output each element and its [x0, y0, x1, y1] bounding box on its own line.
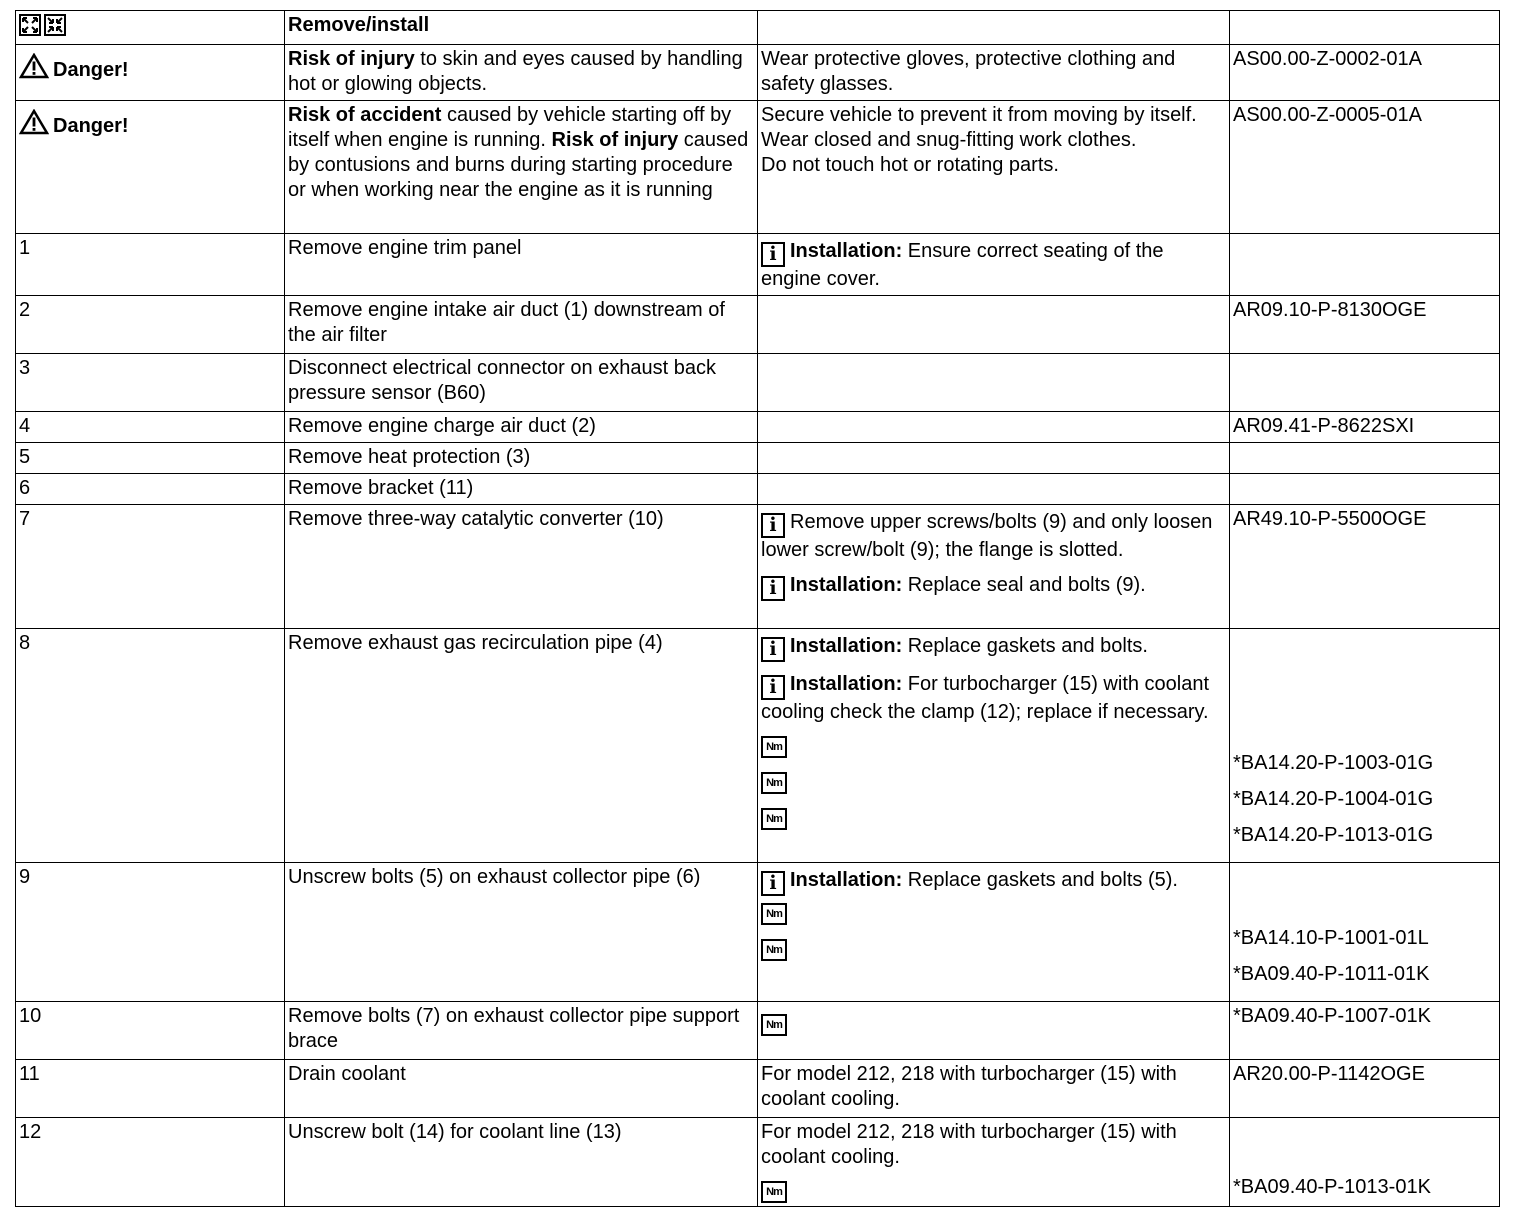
- step-number: 4: [16, 412, 285, 443]
- torque-row: [761, 932, 1226, 968]
- step-description: Remove bracket (11): [285, 474, 758, 505]
- info-icon: i: [761, 637, 785, 662]
- document-reference[interactable]: *BA14.10-P-1001-01L: [1233, 927, 1429, 949]
- step-description: Remove exhaust gas recirculation pipe (4): [285, 629, 758, 863]
- document-reference-cell: [1230, 863, 1500, 1002]
- risk-text: to skin and eyes caused by handling hot or glowing objects.: [288, 48, 743, 95]
- step-note: [758, 443, 1230, 474]
- step-number: 3: [16, 354, 285, 412]
- step-number: 1: [16, 234, 285, 296]
- step-description: Remove bolts (7) on exhaust collector pipe support brace: [285, 1002, 758, 1060]
- table-row: [16, 505, 1500, 629]
- expand-icon[interactable]: [19, 14, 41, 36]
- step-number: 8: [16, 629, 285, 863]
- risk-text: caused by contusions and burns during starting procedure or when working near the engine as it is running: [288, 129, 749, 201]
- table-row: [16, 354, 1500, 412]
- note-text: Ensure correct seating of the engine cover.: [761, 240, 1164, 290]
- table-row: [16, 1060, 1500, 1118]
- step-description: Remove engine intake air duct (1) downstream of the air filter: [285, 296, 758, 354]
- step-note: [758, 101, 1230, 234]
- step-note: [758, 234, 1230, 296]
- step-description: [285, 45, 758, 101]
- note-line: [761, 573, 1226, 601]
- note-line: [761, 672, 1226, 725]
- danger-label: Danger!: [53, 59, 129, 81]
- step-number: 2: [16, 296, 285, 354]
- risk-label: Risk of injury: [551, 129, 679, 151]
- table-row: [16, 629, 1500, 863]
- document-reference[interactable]: AS00.00-Z-0005-01A: [1230, 101, 1500, 234]
- installation-label: Installation:: [790, 574, 903, 596]
- step-number: 6: [16, 474, 285, 505]
- step-note: [758, 296, 1230, 354]
- table-row: [16, 45, 1500, 101]
- step-description: Remove engine charge air duct (2): [285, 412, 758, 443]
- info-icon: i: [761, 513, 785, 538]
- info-icon: i: [761, 675, 785, 700]
- document-reference[interactable]: AS00.00-Z-0002-01A: [1230, 45, 1500, 101]
- step-number: 7: [16, 505, 285, 629]
- note-text: For turbocharger (15) with coolant cooling check the clamp (12); replace if necessary.: [761, 673, 1210, 723]
- step-number: 12: [16, 1118, 285, 1207]
- torque-nm-icon[interactable]: Nm: [761, 939, 787, 961]
- risk-text: caused by vehicle starting off by itself when engine is running.: [288, 104, 732, 151]
- torque-row: [761, 765, 1226, 801]
- table-row: [16, 101, 1500, 234]
- installation-label: Installation:: [790, 673, 903, 695]
- document-reference[interactable]: *BA09.40-P-1013-01K: [1233, 1176, 1431, 1198]
- step-note: [758, 1118, 1230, 1207]
- table-header-row: [16, 11, 1500, 45]
- step-description: Disconnect electrical connector on exhaust back pressure sensor (B60): [285, 354, 758, 412]
- torque-row: [761, 801, 1226, 837]
- note-text: Remove upper screws/bolts (9) and only loosen lower screw/bolt (9); the flange is slotted.: [761, 511, 1213, 561]
- note-text: Replace gaskets and bolts.: [907, 635, 1148, 657]
- torque-nm-icon[interactable]: Nm: [761, 772, 787, 794]
- torque-nm-icon[interactable]: Nm: [761, 903, 787, 925]
- torque-nm-icon[interactable]: Nm: [761, 1014, 787, 1036]
- header-icons-cell: [16, 11, 285, 45]
- note-line: [761, 868, 1226, 896]
- document-reference[interactable]: *BA09.40-P-1007-01K: [1230, 1002, 1500, 1060]
- document-reference[interactable]: AR09.10-P-8130OGE: [1230, 296, 1500, 354]
- document-reference[interactable]: [1230, 234, 1500, 296]
- step-description: Remove heat protection (3): [285, 443, 758, 474]
- step-note: [758, 412, 1230, 443]
- step-note: [758, 629, 1230, 863]
- info-icon: i: [761, 576, 785, 601]
- table-row: [16, 474, 1500, 505]
- document-reference[interactable]: *BA14.20-P-1003-01G: [1233, 752, 1434, 774]
- table-row: [16, 412, 1500, 443]
- document-reference[interactable]: *BA14.20-P-1013-01G: [1233, 824, 1434, 846]
- step-number: 5: [16, 443, 285, 474]
- installation-label: Installation:: [790, 869, 903, 891]
- document-reference[interactable]: AR09.41-P-8622SXI: [1230, 412, 1500, 443]
- step-description: Unscrew bolt (14) for coolant line (13): [285, 1118, 758, 1207]
- risk-label: Risk of injury: [288, 48, 415, 70]
- document-reference[interactable]: [1230, 443, 1500, 474]
- note-text: Replace seal and bolts (9).: [907, 574, 1146, 596]
- collapse-icon[interactable]: [44, 14, 66, 36]
- step-number: 10: [16, 1002, 285, 1060]
- document-reference[interactable]: *BA09.40-P-1011-01K: [1233, 963, 1430, 985]
- document-reference-cell: [1230, 1118, 1500, 1207]
- step-note: [758, 474, 1230, 505]
- procedure-table: [15, 10, 1500, 1207]
- document-reference-cell: [1230, 629, 1500, 863]
- installation-label: Installation:: [790, 635, 903, 657]
- step-description: Unscrew bolts (5) on exhaust collector pipe (6): [285, 863, 758, 1002]
- torque-row: [761, 896, 1226, 932]
- torque-nm-icon[interactable]: Nm: [761, 808, 787, 830]
- step-note: [758, 1002, 1230, 1060]
- header-title: Remove/install: [285, 11, 758, 45]
- note-line: Wear closed and snug-fitting work clothes.: [761, 129, 1137, 151]
- table-row: [16, 443, 1500, 474]
- step-description: [285, 101, 758, 234]
- note-line: [761, 510, 1226, 563]
- note-line: Secure vehicle to prevent it from moving by itself.: [761, 104, 1197, 126]
- step-note: Wear protective gloves, protective clothing and safety glasses.: [758, 45, 1230, 101]
- risk-label: Risk of accident: [288, 104, 442, 126]
- danger-cell: [16, 45, 285, 101]
- note-line: Do not touch hot or rotating parts.: [761, 154, 1059, 176]
- table-row: [16, 296, 1500, 354]
- document-reference[interactable]: AR49.10-P-5500OGE: [1230, 505, 1500, 629]
- step-note: For model 212, 218 with turbocharger (15) with coolant cooling.: [758, 1060, 1230, 1118]
- note-text: Replace gaskets and bolts (5).: [907, 869, 1178, 891]
- step-number: 11: [16, 1060, 285, 1118]
- table-row: [16, 234, 1500, 296]
- step-description: Remove engine trim panel: [285, 234, 758, 296]
- danger-label: Danger!: [53, 115, 129, 137]
- step-note: [758, 505, 1230, 629]
- warning-triangle-icon: [19, 53, 49, 79]
- table-row: [16, 1002, 1500, 1060]
- torque-row: [761, 729, 1226, 765]
- header-empty-cell: [758, 11, 1230, 45]
- torque-row: [761, 1174, 1226, 1203]
- step-description: Drain coolant: [285, 1060, 758, 1118]
- document-reference[interactable]: [1230, 354, 1500, 412]
- warning-triangle-icon: [19, 109, 49, 135]
- document-reference[interactable]: AR20.00-P-1142OGE: [1230, 1060, 1500, 1118]
- note-line: [761, 634, 1226, 662]
- document-reference[interactable]: *BA14.20-P-1004-01G: [1233, 788, 1434, 810]
- installation-label: Installation:: [790, 240, 903, 262]
- info-icon: i: [761, 871, 785, 896]
- torque-nm-icon[interactable]: Nm: [761, 736, 787, 758]
- table-row: [16, 863, 1500, 1002]
- step-number: 9: [16, 863, 285, 1002]
- note-text: For model 212, 218 with turbocharger (15) with coolant cooling.: [761, 1121, 1177, 1168]
- danger-cell: [16, 101, 285, 234]
- step-note: [758, 863, 1230, 1002]
- table-row: [16, 1118, 1500, 1207]
- document-reference[interactable]: [1230, 474, 1500, 505]
- step-note: [758, 354, 1230, 412]
- header-empty-cell: [1230, 11, 1500, 45]
- torque-nm-icon[interactable]: Nm: [761, 1181, 787, 1203]
- info-icon: i: [761, 242, 785, 267]
- step-description: Remove three-way catalytic converter (10): [285, 505, 758, 629]
